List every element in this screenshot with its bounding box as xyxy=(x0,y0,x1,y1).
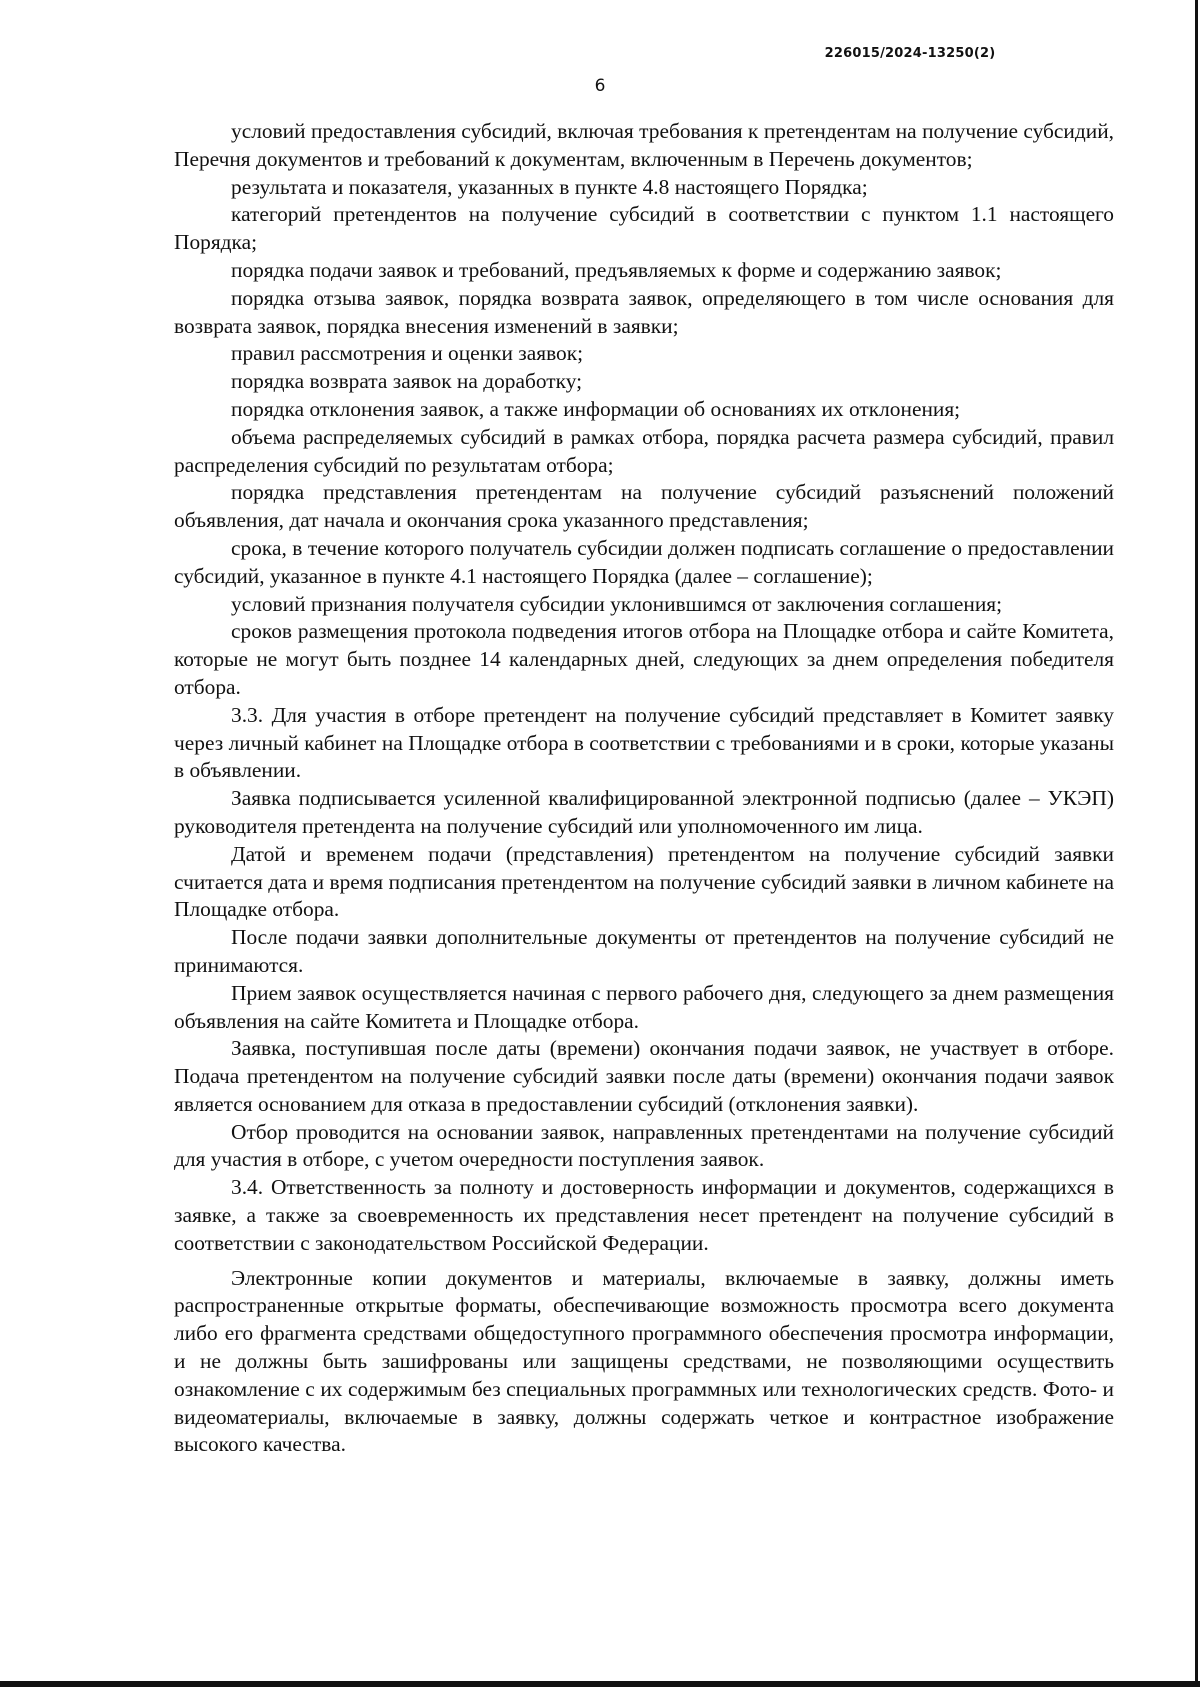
paragraph: Отбор проводится на основании заявок, направленных претендентами на получение субсидий для участия в отборе, с учетом очередности поступления заявок. xyxy=(174,1119,1114,1172)
paragraph: правил рассмотрения и оценки заявок; xyxy=(231,341,584,366)
section-3-4: 3.4. Ответственность за полноту и достоверность информации и документов, содержащихся в заявке, а также за своевременность их представления несет претендент на получение субсидий в соответствии с законодательством Российской Федерации. xyxy=(174,1175,1114,1255)
paragraph: порядка отклонения заявок, а также информации об основаниях их отклонения; xyxy=(231,396,961,421)
paragraph: порядка возврата заявок на доработку; xyxy=(231,369,583,394)
paragraph: условий предоставления субсидий, включая требования к претендентам на получение субсидий, Перечня документов и требований к документам, включенным в Перечень документов; xyxy=(174,119,1114,171)
paragraph: Датой и временем подачи (представления) претендентом на получение субсидий заявки считается дата и время подписания претендентом на получение субсидий заявки в личном кабинете на Площадке отбора. xyxy=(174,841,1114,922)
paragraph: Прием заявок осуществляется начиная с первого рабочего дня, следующего за днем размещения объявления на сайте Комитета и Площадке отбора. xyxy=(174,980,1114,1033)
page-number: 6 xyxy=(594,76,606,96)
paragraph: После подачи заявки дополнительные документы от претендентов на получение субсидий не принимаются. xyxy=(174,925,1114,977)
paragraph: сроков размещения протокола подведения итогов отбора на Площадке отбора и сайте Комитета, которые не могут быть позднее 14 календарных дней, следующих за днем определения победителя отбора. xyxy=(174,619,1114,699)
document-body xyxy=(174,118,1114,1459)
paragraph: результата и показателя, указанных в пункте 4.8 настоящего Порядка; xyxy=(231,174,868,199)
paragraph: условий признания получателя субсидии уклонившимся от заключения соглашения; xyxy=(231,591,1003,616)
paragraph: порядка представления претендентам на получение субсидий разъяснений положений объявления, дат начала и окончания срока указанного представления; xyxy=(174,480,1114,533)
paragraph: срока, в течение которого получатель субсидии должен подписать соглашение о предоставлении субсидий, указанное в пункте 4.1 настоящего Порядка (далее – соглашение); xyxy=(174,535,1114,588)
paragraph: категорий претендентов на получение субсидий в соответствии с пунктом 1.1 настоящего Порядка; xyxy=(174,202,1114,255)
scan-edge-bottom xyxy=(0,1681,1200,1687)
paragraph: Заявка подписывается усиленной квалифицированной электронной подписью (далее – УКЭП) руководителя претендента на получение субсидий или уполномоченного им лица. xyxy=(174,786,1114,838)
paragraph: Электронные копии документов и материалы, включаемые в заявку, должны иметь распространенные открытые форматы, обеспечивающие возможность просмотра всего документа либо его фрагмента средствами общедоступного программного обеспечения просмотра информации, и не должны быть зашифрованы или защищены средствами, не позволяющими осуществить ознакомление с их содержимым без специальных программных или технологических средств. Фото- и видеоматериалы, включаемые в заявку, должны содержать четкое и контрастное изображение высокого качества. xyxy=(174,1265,1114,1457)
paragraph: Заявка, поступившая после даты (времени) окончания подачи заявок, не участвует в отборе. Подача претендентом на получение субсидий заявки после даты (времени) окончания подачи заявок является основанием для отказа в предоставлении субсидий (отклонения заявки). xyxy=(174,1036,1114,1116)
paragraph: порядка подачи заявок и требований, предъявляемых к форме и содержанию заявок; xyxy=(231,257,1002,282)
paragraph: порядка отзыва заявок, порядка возврата заявок, определяющего в том числе основания для возврата заявок, порядка внесения изменений в заявки; xyxy=(174,285,1114,338)
document-number: 226015/2024-13250(2) xyxy=(824,46,996,61)
section-3-3: 3.3. Для участия в отборе претендент на получение субсидий представляет в Комитет заявку через личный кабинет на Площадке отбора в соответствии с требованиями и в сроки, которые указаны в объявлении. xyxy=(174,702,1114,783)
paragraph: объема распределяемых субсидий в рамках отбора, порядка расчета размера субсидий, правил распределения субсидий по результатам отбора; xyxy=(174,424,1114,477)
scan-edge-right xyxy=(1195,0,1198,1687)
